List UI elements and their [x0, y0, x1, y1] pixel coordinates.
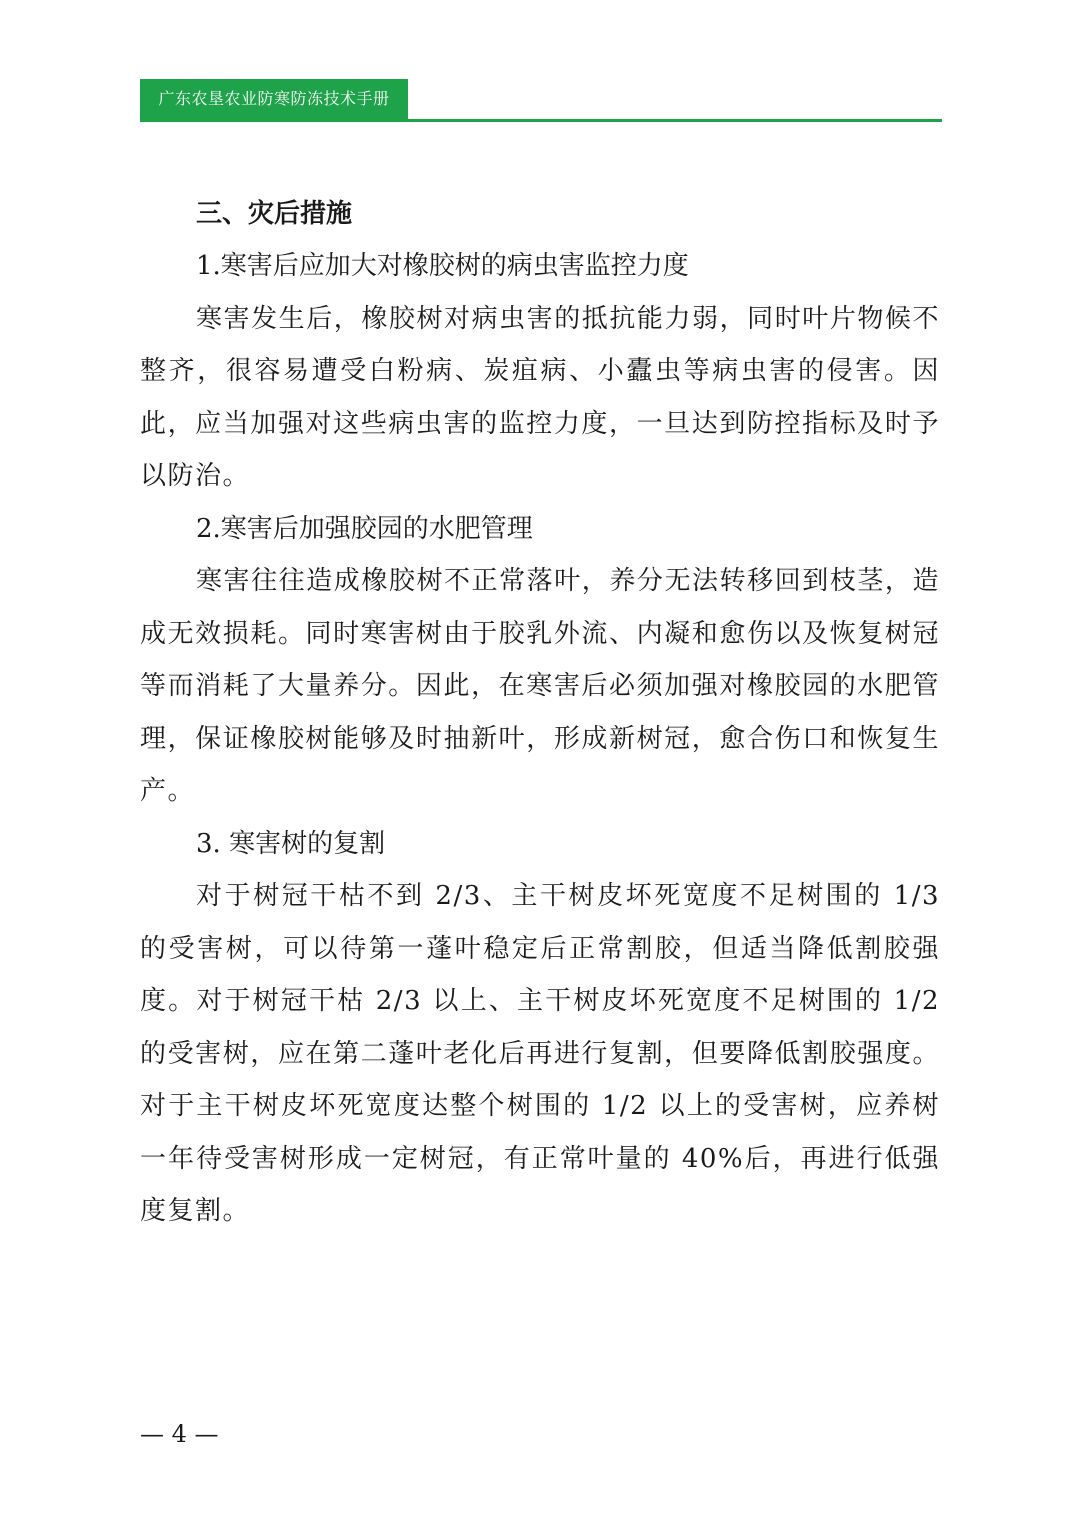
paragraph-2: 寒害往往造成橡胶树不正常落叶，养分无法转移回到枝茎，造成无效损耗。同时寒害树由于胶乳外流、内凝和愈伤以及恢复树冠等而消耗了大量养分。因此，在寒害后必须加强对橡胶园的水肥管理，保证橡胶树能够及时抽新叶，形成新树冠，愈合伤口和恢复生产。: [140, 566, 940, 806]
header-divider: [140, 119, 942, 122]
paragraph-3: 对于树冠干枯不到 2/3、主干树皮坏死宽度不足树围的 1/3 的受害树，可以待第一蓬叶稳定后正常割胶，但适当降低割胶强度。对于树冠干枯 2/3 以上、主干树皮坏死宽度不足树围的 1/2 的受害树，应在第二蓬叶老化后再进行复割，但要降低割胶强度。对于主干树皮坏死宽度达整个树围的 1/2 以上的受害树，应养树一年待受害树形成一定树冠，有正常叶量的 40%后，再进行低强度复割。: [140, 881, 940, 1226]
paragraph-1: 寒害发生后，橡胶树对病虫害的抵抗能力弱，同时叶片物候不整齐，很容易遭受白粉病、炭疽病、小蠹虫等病虫害的侵害。因此，应当加强对这些病虫害的监控力度，一旦达到防控指标及时予以防治。: [140, 303, 940, 491]
subheading-3: 3. 寒害树的复割: [196, 828, 386, 859]
header-title-tab: [140, 79, 408, 119]
section-heading: 三、灾后措施: [196, 199, 353, 229]
page-content: [140, 188, 940, 1238]
subheading-2: 2.寒害后加强胶园的水肥管理: [196, 513, 533, 544]
subheading-1: 1.寒害后应加大对橡胶树的病虫害监控力度: [196, 251, 689, 281]
header-title: 广东农垦农业防寒防冻技术手册: [158, 89, 390, 108]
page-number: — 4 —: [140, 1420, 219, 1448]
